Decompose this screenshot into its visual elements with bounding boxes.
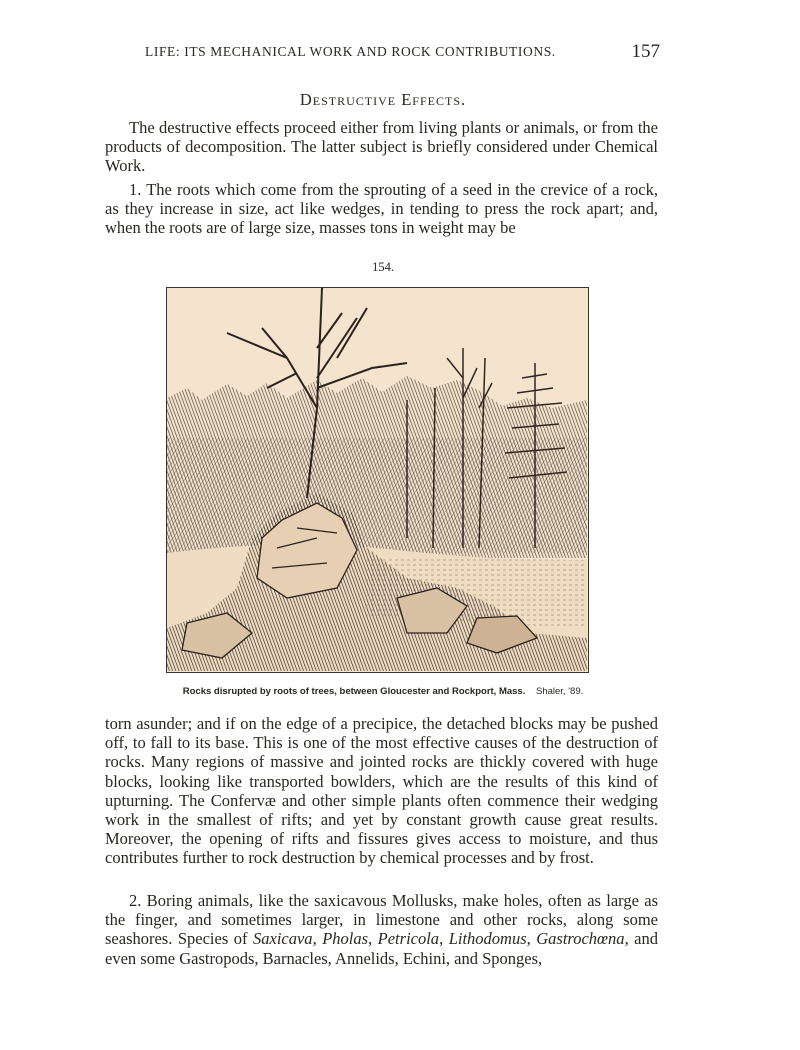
running-head-title: LIFE: ITS MECHANICAL WORK AND ROCK CONTRIBUTIONS.	[145, 44, 556, 59]
section-heading: Destructive Effects.	[299, 90, 467, 109]
figure-number: 154.	[372, 260, 394, 274]
p4-sep-3: ,	[439, 929, 449, 949]
p4-text-2: , and even some Gastropods, Barnacles, Annelids, Echini, and Sponges,	[105, 929, 659, 968]
figure-credit: Shaler, '89.	[536, 686, 584, 697]
genus-petricola: Petricola	[377, 929, 440, 949]
genus-lithodomus: Lithodomus	[448, 929, 527, 949]
p4-sep-4: ,	[526, 929, 537, 949]
figure-illustration	[166, 287, 589, 673]
rocks-and-trees-engraving	[167, 288, 587, 671]
paragraph-boring-animals	[105, 891, 658, 968]
paragraph-roots: 1. The roots which come from the sprouting of a seed in the crevice of a rock, as they increase in size, act like wedges, in tending to press the rock apart; and, when the roots are of large size, masses tons in weight may be	[105, 180, 658, 238]
p4-sep-2: ,	[368, 929, 378, 949]
figure-caption-text: Rocks disrupted by roots of trees, between Gloucester and Rockport, Mass.	[182, 686, 526, 697]
genus-pholas: Pholas	[322, 929, 369, 949]
paragraph-torn-asunder: torn asunder; and if on the edge of a precipice, the detached blocks may be pushed off, to fall to its base. This is one of the most effective causes of the destruction of rocks. Many regions of massive and jointed rocks are thickly covered with huge blocks, looking like transported bowlders, which are the results of this kind of upturning. The Confervæ and other simple plants often commence their wedging work in the smallest of rifts; and yet by constant growth cause great results. Moreover, the opening of rifts and fissures gives access to moisture, and thus contributes further to rock destruction by chemical processes and by frost.	[105, 714, 658, 868]
paragraph-intro: The destructive effects proceed either from living plants or animals, or from the products of decomposition. The latter subject is briefly considered under Chemical Work.	[105, 118, 658, 176]
figure-caption	[0, 686, 766, 697]
page-number: 157	[631, 41, 660, 62]
genus-saxicava: Saxicava	[253, 929, 313, 949]
p4-sep-1: ,	[312, 929, 323, 949]
genus-gastrochoena: Gastrochœna	[536, 929, 625, 949]
p4-text-1: 2. Boring animals, like the saxicavous Mollusks, make holes, often as large as the finger, and sometimes larger, in limestone and other rocks, along some seashores. Species of	[105, 891, 658, 949]
